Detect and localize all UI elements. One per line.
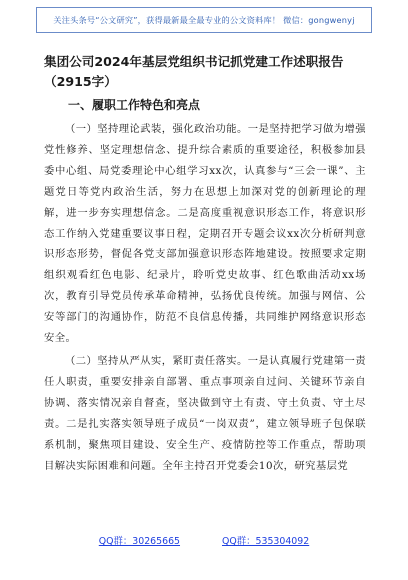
qq-group-link-1[interactable]: QQ群：30265665 (98, 536, 181, 547)
paragraph: （一）坚持理论武装，强化政治功能。一是坚持把学习做为增强党性修养、坚定理想信念、提升综合素质的重要途径，积极参加县委中心组、局党委理论中心组学习xx次，认真参与“三会一课”、主题党日等党内政治生活，努力在思想上加深对党的创新理论的理解，进一步夯实理想信念。二是高度重视意识形态工作，将意识形态工作纳入党建重要议事日程，定期召开专题会议xx次分析研判意识形态形势，督促各党支部加强意识形态阵地建设。按照要求定期组织观看红色电影、纪录片，聆听党史故事、红色歌曲活动xx场次，教育引导党员传承革命精神，弘扬优良传统。加强与网信、公安等部门的沟通协作，防范不良信息传播，共同维护网络意识形态安全。 (44, 123, 366, 345)
section-heading: 一、履职工作特色和亮点 (68, 98, 201, 112)
promo-banner-text: 关注头条号“公文研究”，获得最新最全最专业的公文资料库！ 微信：gongwenyj (53, 14, 355, 25)
paragraph: （二）坚持从严从实，紧盯责任落实。一是认真履行党建第一责任人职责，重要安排亲自部署、重点事项亲自过问、关键环节亲自协调、落实情况亲自督查，坚决做到守土有责、守土负责、守土尽责。二是扎实落实领导班子成员“一岗双责”，建立领导班子包保联系机制，聚焦项目建设、安全生产、疫情防控等工作重点，帮助项目解决实际困难和问题。全年主持召开党委会10次，研究基层党 (44, 354, 366, 472)
document-title: 集团公司2024年基层党组织书记抓党建工作述职报告 (44, 54, 344, 69)
footer (0, 533, 408, 549)
word-count: （2915字） (44, 74, 117, 89)
qq-group-link-2[interactable]: QQ群：535304092 (222, 536, 310, 547)
promo-banner (36, 7, 372, 33)
document-body (44, 52, 366, 476)
